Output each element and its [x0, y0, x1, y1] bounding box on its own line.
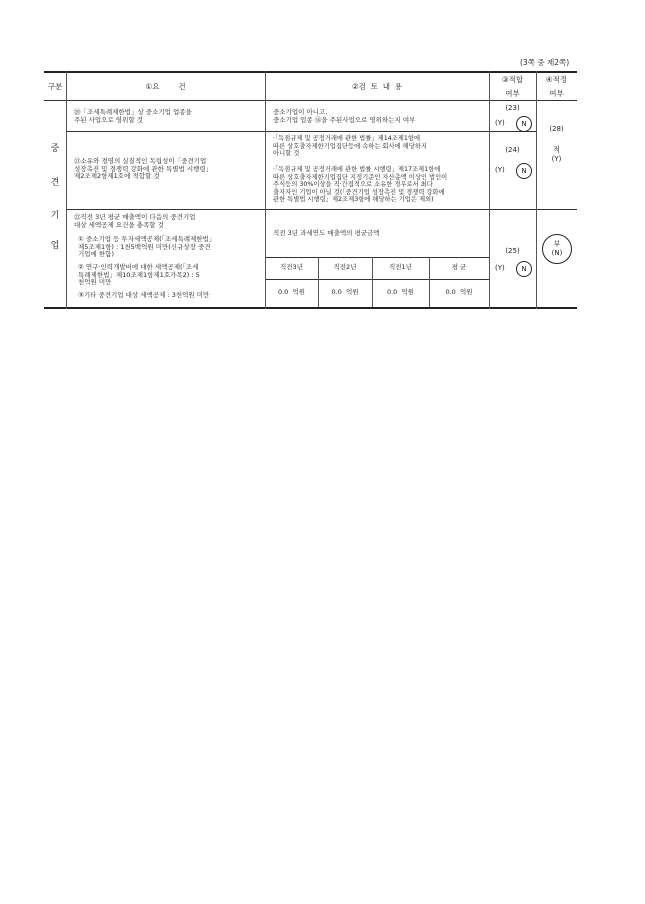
row22-number: (23): [505, 104, 520, 112]
judgement-value-no: (N): [551, 249, 563, 257]
row22-yes-option[interactable]: (Y): [495, 119, 505, 127]
header-review: ②검 토 내 용: [351, 82, 402, 91]
row24-requirement-head: ㉒직전 3년 평균 매출액이 다음의 중견기업 대상 세액공제 요건을 충족할 것: [74, 213, 196, 229]
category-char-2: 견: [50, 178, 60, 188]
table-top-border: [44, 71, 577, 73]
row24-requirement-1: ① 중소기업 등 투자세액공제(「조세특례제한법」 제5조제1항) : 1천5백억원 미만(신규상장 중견 기업에 한함): [78, 235, 216, 259]
row24-no-selected[interactable]: N: [516, 261, 532, 277]
row22-requirement: ⑳「조세특례제한법」상 중소기업 업종을 주된 사업으로 영위할 것: [74, 108, 192, 124]
subtable-line-1: [265, 257, 489, 258]
page-label: (3쪽 중 제2쪽): [520, 58, 570, 67]
row23-requirement: ㉑소유와 경영의 실질적인 독립성이「중견기업 성장촉진 및 경쟁력 강화에 관한 특별법 시행령」 제2조제2항제1호에 적합할 것: [74, 157, 213, 181]
judgement-label-unfit: 부: [553, 240, 561, 248]
judgement-value-yes[interactable]: (Y): [551, 155, 562, 163]
header-judge-2: 여부: [549, 89, 564, 98]
row23-review-1: ·「독점규제 및 공정거래에 관한 법률」제14조제1항에 따른 상호출자제한기업집단등에 속하는 회사에 해당하지 아니할 것: [273, 135, 427, 158]
sub-value-average: 0.0 억원: [445, 288, 473, 296]
row-divider-1: [66, 131, 536, 132]
category-char-4: 업: [50, 241, 60, 251]
row23-yes-option[interactable]: (Y): [495, 166, 505, 174]
sub-header-1y: 직전1년: [389, 263, 412, 271]
row24-requirement-3: ③기타 중견기업 대상 세액공제 : 3천억원 미만: [78, 291, 210, 299]
row24-yes-option[interactable]: (Y): [495, 264, 505, 272]
sub-header-2y: 직전2년: [333, 263, 357, 271]
judgement-label-fit: 적: [552, 145, 561, 154]
row22-review: 중소기업이 아니고, 중소기업 업종 ⑯을 주된사업으로 영위하는지 여부: [273, 108, 416, 124]
row-divider-2: [66, 209, 577, 210]
row23-no-selected[interactable]: N: [516, 163, 532, 179]
judgement-number: (28): [549, 125, 564, 133]
category-char-3: 기: [50, 211, 60, 221]
col-line-2: [265, 71, 266, 309]
col-line-4: [536, 71, 537, 309]
header-fit-1: ③적합: [501, 75, 524, 84]
row24-requirement-2: ② 연구·인력개발비에 대한 세액공제(「조세 특례제한법」제10조제1항제1호가목2) : 5 천억원 미만: [78, 263, 200, 287]
header-judge-1: ④적정: [545, 75, 568, 84]
row24-review-title: 직전 3년 과세연도 매출액의 평균금액: [273, 229, 380, 237]
table-bottom-border: [44, 307, 577, 309]
sub-header-3y: 직전3년: [280, 263, 303, 271]
header-fit-2: 여부: [505, 89, 520, 98]
sub-value-3y: 0.0 억원: [277, 288, 306, 296]
category-char-1: 중: [50, 144, 60, 154]
header-divider: [44, 100, 577, 101]
subtable-line-2: [265, 279, 489, 280]
judgement-no-selected[interactable]: [542, 234, 572, 264]
row23-number: (24): [505, 146, 520, 154]
row22-no-selected[interactable]: N: [516, 116, 532, 132]
sub-header-average: 평 균: [451, 263, 467, 271]
review-form-table: [44, 71, 577, 309]
row23-review-2: ·「독점규제 및 공정거래에 관한 법률 시행령」제17조제1항에 따른 상호출자제한기업집단 지정기준인 자산총액 이상인 법인이 주식등의 30%이상을 직·간접적으로 소유한 경우로서 최다 출자자인 기업이 아닐 것(「중견기업 성장촉진 및 경쟁력 강화에 관한 특별법 시행령」제2조제3항에 해당하는 기업은 제외): [273, 166, 448, 204]
row24-number: (25): [505, 247, 520, 255]
sub-value-1y: 0.0 억원: [386, 288, 415, 296]
header-category: 구분: [47, 82, 63, 91]
col-line-1: [66, 71, 67, 309]
sub-value-2y: 0.0 억원: [331, 288, 359, 296]
header-requirement: ①요 건: [145, 82, 186, 91]
